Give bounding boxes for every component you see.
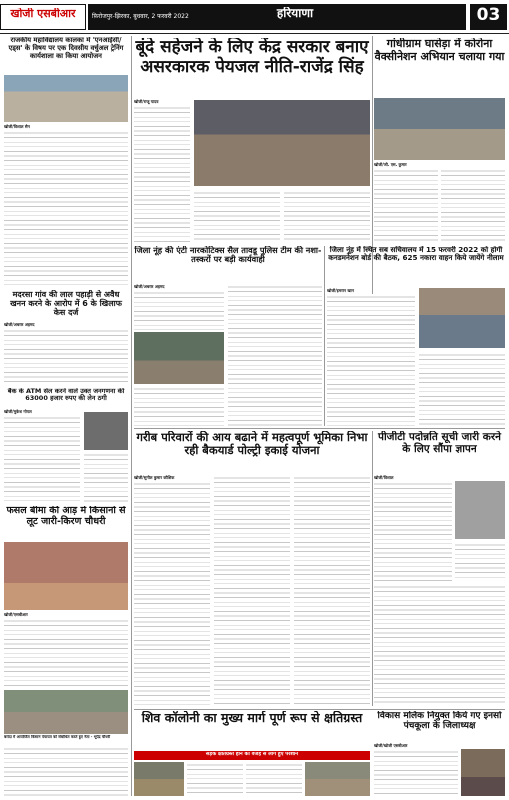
- story-5-headline: बूंदे सहेजने के लिए केंद्र सरकार बनाए असरकारक पेयजल नीति-राजेंद्र सिंह: [135, 38, 369, 77]
- story-3-body-2: [84, 452, 128, 503]
- masthead-rule: [0, 33, 509, 34]
- story-12-photo: [461, 749, 505, 796]
- story-5-body-3: [284, 190, 370, 243]
- story-6-photo: [374, 98, 505, 160]
- story-8-body-2: [419, 352, 505, 426]
- story-12-byline: खोजी/खोजी एसबीआर: [374, 743, 408, 748]
- story-7-body-3: [134, 386, 224, 426]
- section-name: हरियाणा: [276, 7, 314, 20]
- column-divider-mid: [324, 246, 325, 426]
- story-12-headline: विकास मलिक नियुक्त किये गए इनसो पंचकूला के जिलाध्यक्ष: [377, 711, 502, 732]
- story-1-headline: राजकीय महाविद्यालय कालका में 'एनआईसी/एड्स' के विषय पर एक दिवसीय वर्चुअल ट्रेनिंग कार्यशाला का किया आयोजन: [8, 37, 124, 60]
- story-6-byline: खोजी/जी. एस. कुमार: [374, 162, 407, 167]
- story-7-headline: जिला नूंह की एंटी नारकोटिक्स सैल तावडू पुलिस टीम की नशा-तस्करों पर बड़ी कार्यवाही: [134, 246, 322, 265]
- story-9-top-rule: [134, 428, 505, 429]
- story-4-headline: फसल बीमा की आड़ में किसानों से लूट जारी-किरण चौधरी: [6, 506, 126, 527]
- story-10-headline: पीजीटी पदोन्नति सूची जारी करने के लिए सौंपा ज्ञापन: [378, 431, 501, 456]
- story-4-caption: बरोदा में आयोजित किसान पंचायत को संबोधित करते हुए नेता - भूपेंद्र चौधरी: [4, 735, 111, 739]
- story-9-body: [134, 481, 210, 706]
- story-9-body-2: [214, 475, 290, 706]
- story-11-banner-text: सड़क क्षतिग्रस्त होने की वजह से लोग हुए परेशान: [205, 752, 299, 757]
- story-8-byline: खोजी/इमरान खान: [327, 288, 354, 293]
- story-10-photo: [455, 481, 505, 539]
- story-6-body-2: [441, 168, 505, 243]
- story-4-body: [4, 618, 128, 688]
- page-number: 03: [476, 6, 501, 25]
- story-11-top-rule: [134, 709, 505, 710]
- masthead: [0, 0, 509, 36]
- story-11-body: [187, 762, 243, 796]
- story-5-body-2: [194, 190, 280, 243]
- story-10-body: [374, 481, 452, 581]
- story-8-headline: जिला नूंह में स्थित सब सचिवालय में 15 फरवरी 2022 को होगी कनडमनेशन बोर्ड की बैठक, 625 नकारा वाहन किये जायेंगे नीलाम: [328, 246, 504, 263]
- story-9-headline: गरीब परिवारों की आय बढाने में महत्वपूर्ण भूमिका निभा रही बैकयार्ड पोल्ट्री इकाई योजना: [136, 431, 368, 458]
- story-7-photo: [134, 332, 224, 384]
- story-4-photo-2: [4, 690, 128, 734]
- story-7-byline: खोजी/अबरार अहमद: [134, 284, 165, 289]
- story-4-body-2: [4, 746, 128, 796]
- story-7-body-2: [228, 284, 322, 426]
- story-3-body: [4, 415, 80, 503]
- story-4-byline: खोजी/एसबीआर: [4, 612, 28, 617]
- story-10-body-2: [455, 542, 505, 581]
- story-10-body-3: [374, 584, 505, 706]
- story-5-body: [134, 105, 190, 243]
- story-4-photo: [4, 542, 128, 610]
- story-9-body-3: [294, 475, 370, 706]
- story-12-body: [374, 749, 458, 796]
- story-11-headline: शिव कॉलोनी का मुख्य मार्ग पूर्ण रूप से क्षतिग्रस्त: [141, 711, 363, 725]
- story-5-photo: [194, 100, 370, 186]
- story-3-photo: [84, 412, 128, 450]
- story-1-body: [4, 130, 128, 288]
- story-8-body: [327, 294, 415, 426]
- story-3-headline: बैंक के ATM सेल करने वाले उक्त जनगणना की 63000 हजार रुपए की लेन ठगी: [7, 388, 125, 403]
- story-9-byline: खोजी/सुनील कुमार कौशिक: [134, 475, 175, 480]
- story-1-byline: खोजी/विशाल सैन: [4, 124, 30, 129]
- story-10-byline: खोजी/विशाल: [374, 475, 394, 480]
- story-3-byline: खोजी/मुकेश गोयल: [4, 409, 32, 414]
- story-8-photo: [419, 288, 505, 348]
- story-6-body: [374, 168, 438, 243]
- dateline: फ़िरोजपुर-झिरका, बुधवार, 2 फरवरी 2022: [92, 13, 189, 20]
- story-11-photo-2: [305, 762, 370, 796]
- story-2-headline: मदरसा गांव की लाल पहाड़ी से अवैध खनन करने के आरोप में 6 के खिलाफ केस दर्ज: [10, 290, 122, 318]
- story-7-body: [134, 290, 224, 330]
- story-6-headline: गांधीग्राम घासेड़ा में कोरोना वैक्सीनेशन अभियान चलाया गया: [374, 38, 505, 63]
- story-5-byline: खोजी/राजू यादव: [134, 99, 159, 104]
- column-divider-left: [131, 36, 132, 796]
- story-2-byline: खोजी/अबरार अहमद: [4, 322, 35, 327]
- story-11-body-2: [246, 762, 302, 796]
- story-2-body: [4, 328, 128, 386]
- story-1-photo: [4, 75, 128, 122]
- paper-name: खोजी एसबीआर: [10, 8, 76, 20]
- story-11-photo: [134, 762, 184, 796]
- column-divider-lower-right: [372, 431, 373, 706]
